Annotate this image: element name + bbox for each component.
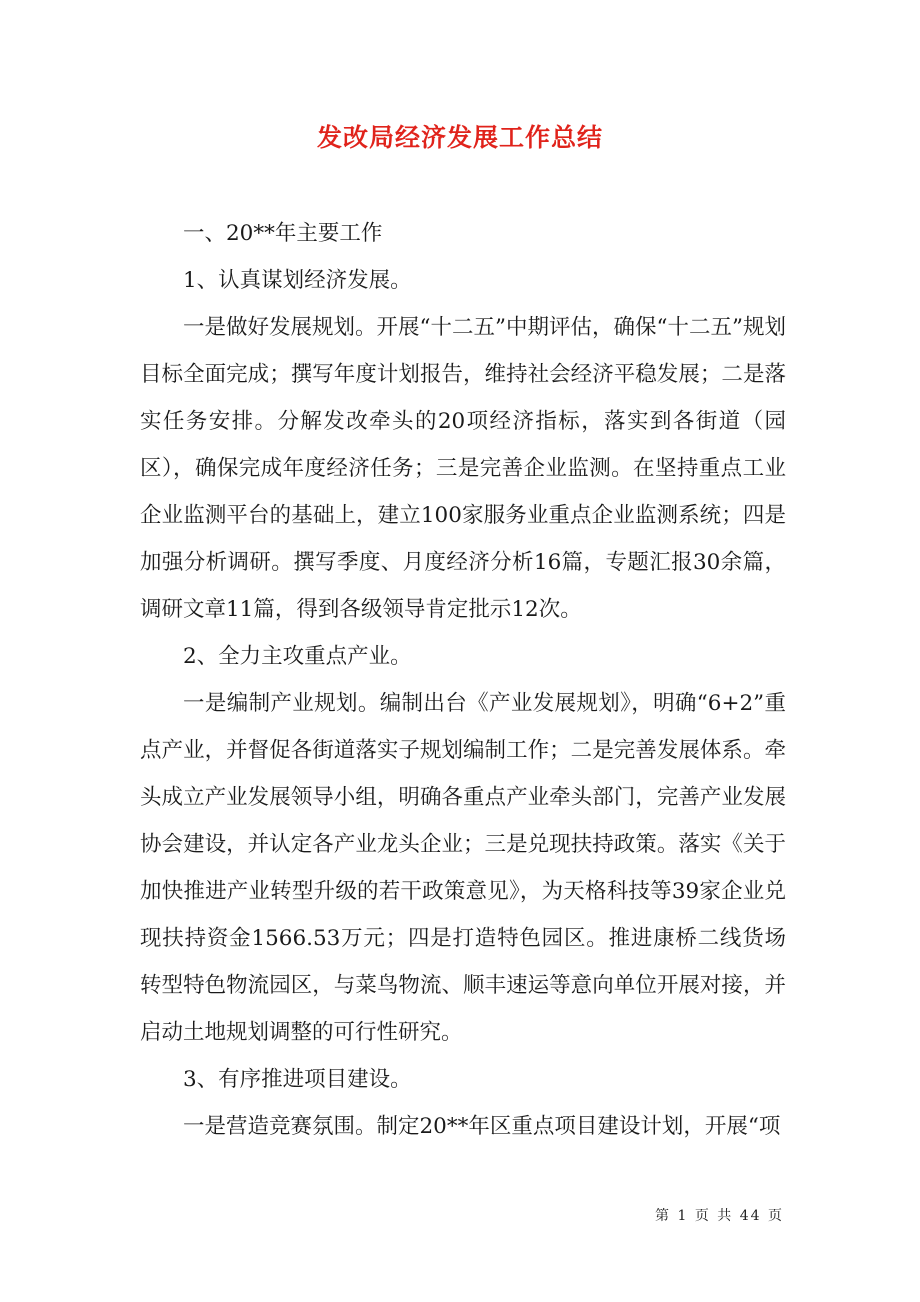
document-title: 发改局经济发展工作总结 (316, 123, 603, 152)
document-body (140, 210, 786, 1150)
body-paragraph: 一是做好发展规划。开展“十二五”中期评估，确保“十二五”规划目标全面完成；撰写年度计划报告，维持社会经济平稳发展；二是落实任务安排。分解发改牵头的20项经济指标，落实到各街道（园区），确保完成年度经济任务；三是完善企业监测。在坚持重点工业企业监测平台的基础上，建立100家服务业重点企业监测系统；四是加强分析调研。撰写季度、月度经济分析16篇，专题汇报30余篇，调研文章11篇，得到各级领导肯定批示12次。 (140, 315, 786, 622)
body-paragraph: 一是编制产业规划。编制出台《产业发展规划》，明确“6+2”重点产业，并督促各街道落实子规划编制工作；二是完善发展体系。牵头成立产业发展领导小组，明确各重点产业牵头部门，完善产业发展协会建设，并认定各产业龙头企业；三是兑现扶持政策。落实《关于加快推进产业转型升级的若干政策意见》，为天格科技等39家企业兑现扶持资金1566.53万元；四是打造特色园区。推进康桥二线货场转型特色物流园区，与菜鸟物流、顺丰速运等意向单位开展对接，并启动土地规划调整的可行性研究。 (140, 691, 786, 1045)
page-number: 第 1 页 共 44 页 (655, 1208, 784, 1224)
subsection-heading: 2、全力主攻重点产业。 (183, 644, 412, 669)
body-paragraph: 一是营造竞赛氛围。制定20**年区重点项目建设计划，开展“项 (183, 1114, 781, 1139)
subsection-heading: 3、有序推进项目建设。 (183, 1067, 412, 1092)
subsection-heading: 1、认真谋划经济发展。 (183, 268, 412, 293)
section-heading: 一、20**年主要工作 (183, 221, 383, 246)
